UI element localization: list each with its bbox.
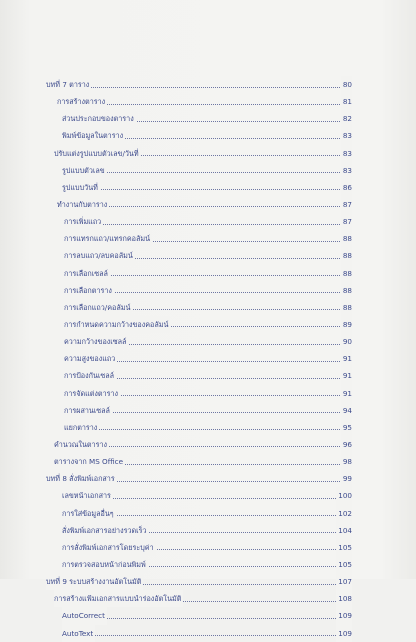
- toc-entry: [0, 196, 416, 213]
- toc-entry-title: พิมพ์ข้อมูลในตาราง: [62, 127, 125, 144]
- toc-entry: [0, 265, 416, 282]
- toc-entry-title: ความสูงของแถว: [64, 350, 117, 367]
- toc-entry: [0, 145, 416, 162]
- toc-entry: [0, 470, 416, 487]
- toc-entry-page: 96: [341, 436, 352, 453]
- toc-entry-page: 99: [341, 470, 352, 487]
- toc-entry-page: 81: [341, 93, 352, 110]
- table-of-contents: [0, 76, 416, 642]
- toc-entry-title: ปรับแต่งรูปแบบตัวเลข/วันที่: [54, 145, 141, 162]
- toc-entry: [0, 453, 416, 470]
- toc-entry-title: การตรวจสอบหน้าก่อนพิมพ์: [62, 556, 148, 573]
- toc-entry-page: 105: [336, 556, 352, 573]
- toc-entry-title: การป้องกันเซลล์: [64, 367, 116, 384]
- toc-entry: [0, 110, 416, 127]
- toc-entry-title: รูปแบบวันที่: [62, 179, 100, 196]
- toc-entry: [0, 282, 416, 299]
- toc-entry: [0, 556, 416, 573]
- toc-entry-page: 88: [341, 299, 352, 316]
- toc-entry: [0, 573, 416, 590]
- toc-entry: [0, 162, 416, 179]
- toc-entry-page: 105: [336, 539, 352, 556]
- toc-entry-title: แยกตาราง: [64, 419, 99, 436]
- toc-entry-page: 83: [341, 145, 352, 162]
- toc-entry-page: 100: [336, 487, 352, 504]
- toc-entry-title: การเลือกเซลล์: [64, 265, 110, 282]
- toc-entry-title: AutoCorrect: [62, 607, 107, 624]
- toc-entry: [0, 213, 416, 230]
- toc-entry-title: การใส่ข้อมูลอื่นๆ: [62, 505, 116, 522]
- toc-entry-page: 109: [336, 625, 352, 642]
- toc-entry: [0, 179, 416, 196]
- toc-entry: [0, 607, 416, 624]
- toc-entry-title: บทที่ 9 ระบบสร้างงานอัตโนมัติ: [46, 573, 143, 590]
- toc-entry: [0, 230, 416, 247]
- toc-entry-page: 86: [341, 179, 352, 196]
- toc-entry-page: 82: [341, 110, 352, 127]
- toc-entry-title: การเพิ่มแถว: [64, 213, 103, 230]
- toc-entry: [0, 522, 416, 539]
- toc-entry-title: ทำงานกับตาราง: [57, 196, 109, 213]
- toc-entry-title: การแทรกแถว/แทรกคอลัมน์: [64, 230, 152, 247]
- dot-leader: [64, 429, 346, 430]
- toc-entry: [0, 505, 416, 522]
- toc-entry-title: ตารางจาก MS Office: [54, 453, 125, 470]
- toc-entry: [0, 350, 416, 367]
- toc-entry: [0, 299, 416, 316]
- toc-entry-title: ส่วนประกอบของตาราง: [62, 110, 136, 127]
- dot-leader: [64, 224, 346, 225]
- toc-entry-page: 102: [336, 505, 352, 522]
- toc-entry: [0, 625, 416, 642]
- toc-entry-page: 88: [341, 247, 352, 264]
- toc-entry-title: รูปแบบตัวเลข: [62, 162, 107, 179]
- toc-entry-page: 88: [341, 282, 352, 299]
- toc-entry-title: การสร้างแฟ้มเอกสารแบบนำร่องอัตโนมัติ: [54, 590, 183, 607]
- toc-entry-page: 83: [341, 162, 352, 179]
- toc-entry-page: 91: [341, 350, 352, 367]
- toc-entry-page: 98: [341, 453, 352, 470]
- toc-entry-title: การจัดแต่งตาราง: [64, 385, 120, 402]
- toc-entry: [0, 590, 416, 607]
- toc-entry-page: 91: [341, 367, 352, 384]
- toc-entry-title: AutoText: [62, 625, 95, 642]
- toc-entry-title: คำนวณในตาราง: [54, 436, 109, 453]
- toc-entry: [0, 367, 416, 384]
- toc-entry-page: 91: [341, 385, 352, 402]
- toc-entry-title: การผสานเซลล์: [64, 402, 112, 419]
- toc-entry-page: 87: [341, 213, 352, 230]
- toc-entry-page: 94: [341, 402, 352, 419]
- toc-entry-page: 83: [341, 127, 352, 144]
- toc-entry-page: 107: [336, 573, 352, 590]
- toc-entry-page: 109: [336, 607, 352, 624]
- toc-entry: [0, 419, 416, 436]
- toc-entry: [0, 247, 416, 264]
- toc-entry-page: 104: [336, 522, 352, 539]
- toc-entry: [0, 127, 416, 144]
- dot-leader: [62, 635, 346, 636]
- toc-entry-title: การลบแถว/ลบคอลัมน์: [64, 247, 135, 264]
- toc-entry-page: 108: [336, 590, 352, 607]
- toc-entry-title: การเลือกตาราง: [64, 282, 114, 299]
- toc-entry-title: การกำหนดความกว้างของคอลัมน์: [64, 316, 170, 333]
- toc-entry-page: 88: [341, 265, 352, 282]
- toc-entry: [0, 316, 416, 333]
- toc-entry: [0, 436, 416, 453]
- toc-entry-page: 89: [341, 316, 352, 333]
- toc-entry-title: การสั่งพิมพ์เอกสารโดยระบุค่า: [62, 539, 156, 556]
- toc-entry: [0, 76, 416, 93]
- toc-entry-title: การสร้างตาราง: [57, 93, 107, 110]
- toc-entry-page: 90: [341, 333, 352, 350]
- toc-entry: [0, 333, 416, 350]
- toc-entry: [0, 93, 416, 110]
- toc-entry: [0, 539, 416, 556]
- toc-entry-title: บทที่ 8 สั่งพิมพ์เอกสาร: [46, 470, 117, 487]
- toc-entry-page: 95: [341, 419, 352, 436]
- toc-entry: [0, 487, 416, 504]
- toc-entry-page: 88: [341, 230, 352, 247]
- dot-leader: [62, 189, 346, 190]
- toc-entry-title: การเลือกแถว/คอลัมน์: [64, 299, 132, 316]
- toc-entry-title: ความกว้างของเซลล์: [64, 333, 128, 350]
- toc-entry-title: สั่งพิมพ์เอกสารอย่างรวดเร็ว: [62, 522, 149, 539]
- toc-entry: [0, 385, 416, 402]
- toc-entry-page: 80: [341, 76, 352, 93]
- toc-entry-page: 87: [341, 196, 352, 213]
- toc-entry-title: เลขหน้าเอกสาร: [62, 487, 113, 504]
- toc-entry-title: บทที่ 7 ตาราง: [46, 76, 91, 93]
- toc-entry: [0, 402, 416, 419]
